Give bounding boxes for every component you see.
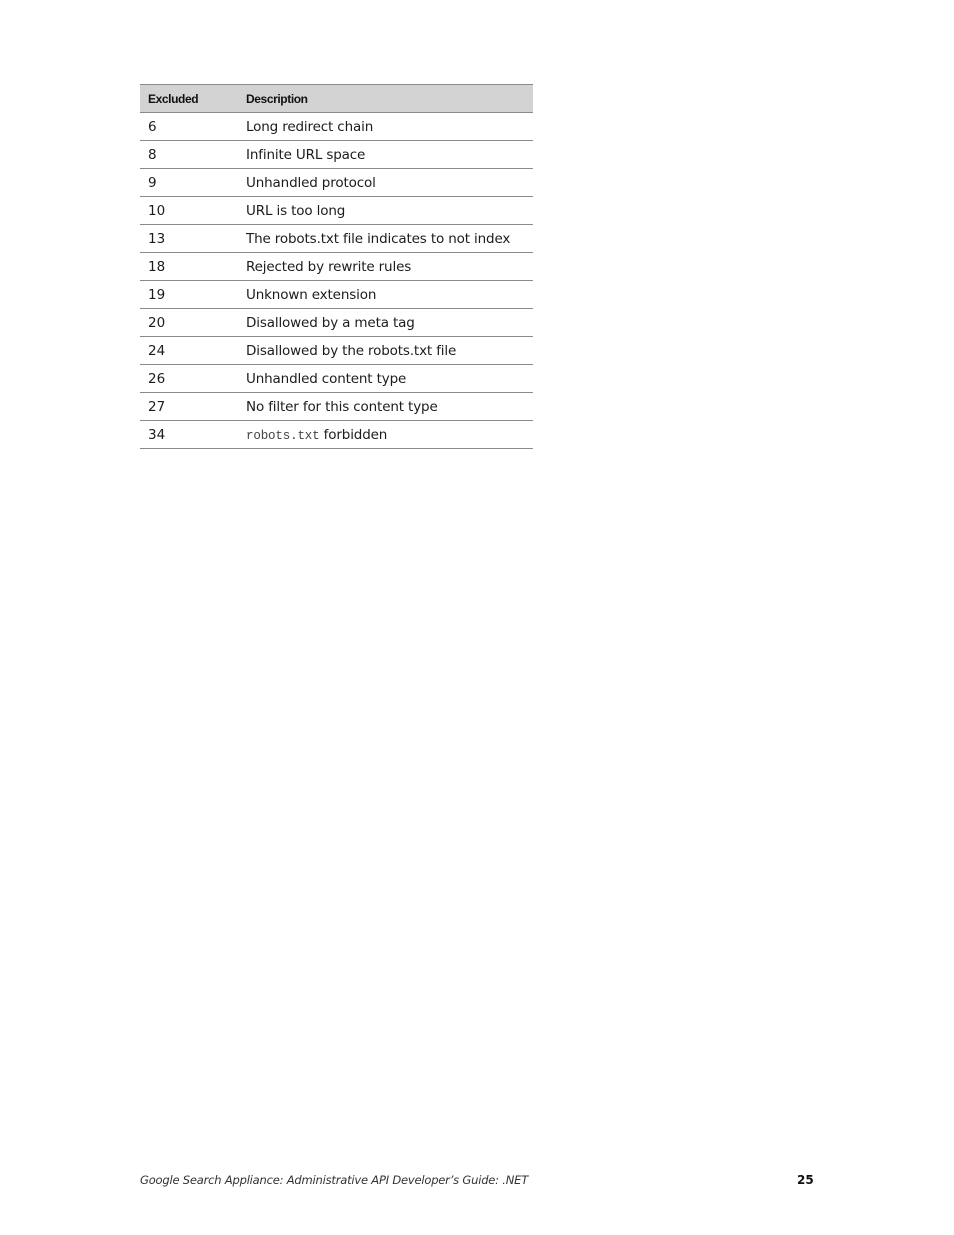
table-header-row [140,85,533,113]
table-row [140,281,533,309]
row-description: Unhandled content type [238,365,533,393]
table-row [140,225,533,253]
table-row [140,421,533,449]
table-row [140,309,533,337]
row-description: Unhandled protocol [238,169,533,197]
row-code: 13 [140,225,238,253]
header-excluded: Excluded [140,85,238,113]
table-row [140,113,533,141]
row-description: Infinite URL space [238,141,533,169]
robots-txt-code: robots.txt [246,428,320,443]
row-code: 20 [140,309,238,337]
row-code: 26 [140,365,238,393]
row-description: The robots.txt file indicates to not index [238,225,533,253]
row-description: Disallowed by the robots.txt file [238,337,533,365]
row-code: 6 [140,113,238,141]
row-description: Rejected by rewrite rules [238,253,533,281]
row-code: 10 [140,197,238,225]
page-number: 25 [797,1173,814,1187]
header-description: Description [238,85,533,113]
excluded-codes-table [140,84,533,449]
table-row [140,393,533,421]
footer-document-title: Google Search Appliance: Administrative API Developer’s Guide: .NET [140,1173,529,1187]
row-description: Long redirect chain [238,113,533,141]
row-description: URL is too long [238,197,533,225]
table-row [140,197,533,225]
table-row [140,169,533,197]
row-description [238,421,533,449]
table-row [140,365,533,393]
row-description: Unknown extension [238,281,533,309]
row-description: No filter for this content type [238,393,533,421]
row-description-rest: forbidden [319,426,388,443]
row-code: 34 [140,421,238,449]
row-code: 18 [140,253,238,281]
table-row [140,253,533,281]
row-description: Disallowed by a meta tag [238,309,533,337]
row-code: 8 [140,141,238,169]
row-code: 27 [140,393,238,421]
row-code: 9 [140,169,238,197]
table-row [140,141,533,169]
row-code: 19 [140,281,238,309]
table-row [140,337,533,365]
row-code: 24 [140,337,238,365]
